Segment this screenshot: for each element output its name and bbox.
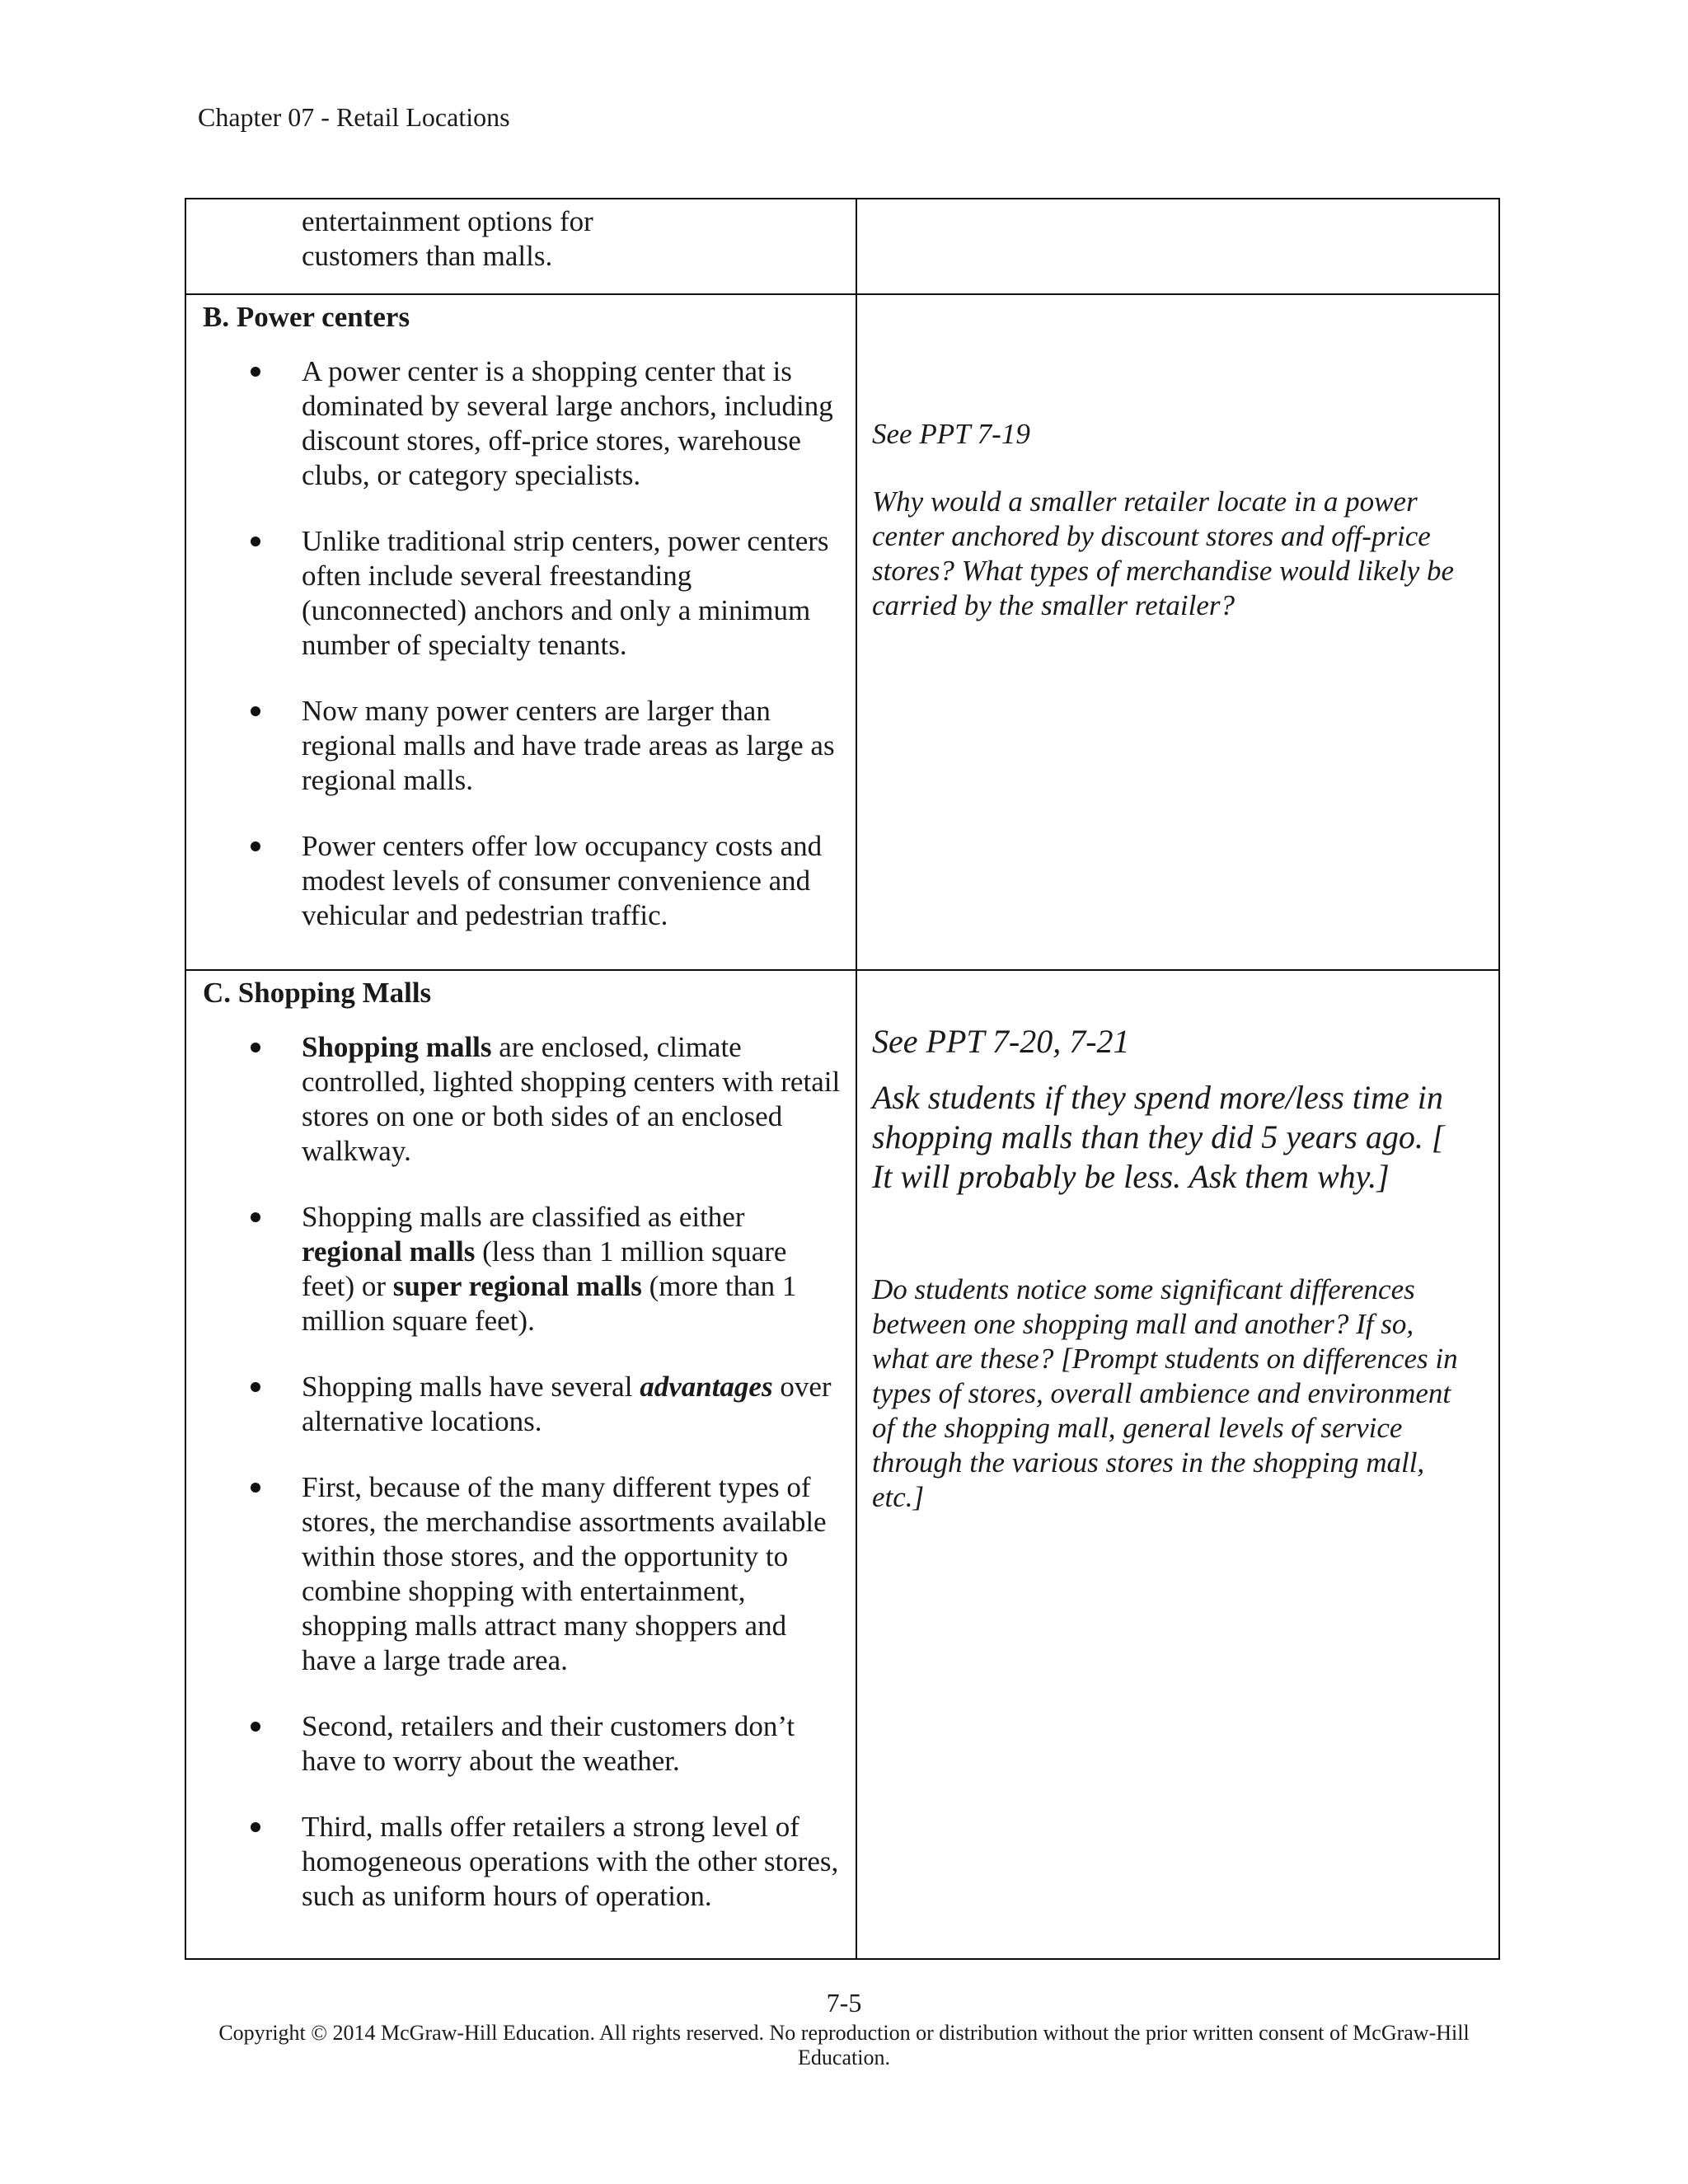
table-row-shopping-malls — [186, 969, 1498, 1958]
copyright-notice: Copyright © 2014 McGraw-Hill Education. All rights reserved. No reproduction or distribution without the prior written consent of McGraw-Hill Education. — [218, 2021, 1470, 2069]
ppt-reference: See PPT 7-19 — [872, 418, 1030, 450]
table-row-power-centers — [186, 293, 1498, 969]
shopping-malls-bullets — [186, 1030, 857, 1945]
list-item: Now many power centers are larger than regional malls and have trade areas as large as regional malls. — [186, 694, 857, 798]
bullet-icon — [251, 537, 260, 546]
teaching-notes — [872, 1022, 1465, 1197]
power-centers-bullets — [186, 354, 857, 964]
notes-cell — [857, 199, 1498, 293]
chapter-header: Chapter 07 - Retail Locations — [198, 102, 510, 132]
bullet-icon — [251, 706, 260, 716]
section-title-power-centers: B. Power centers — [203, 301, 410, 333]
list-item: Third, malls offer retailers a strong level of homogeneous operations with the other stores, such as uniform hours of operation. — [186, 1810, 857, 1914]
bullet-icon — [251, 367, 260, 377]
page-number: 7-5 — [826, 1988, 862, 2018]
continued-text: entertainment options for customers than malls. — [302, 205, 593, 272]
list-item: Shopping malls have several advantages over alternative locations. — [186, 1370, 857, 1439]
discussion-question: Why would a smaller retailer locate in a power center anchored by discount stores and off-price stores? What types of merchandise would likely be carried by the smaller retailer? — [872, 485, 1455, 621]
list-item: Shopping malls are enclosed, climate controlled, lighted shopping centers with retail stores on one or both sides of an enclosed walkway. — [186, 1030, 857, 1169]
outline-cell — [186, 971, 857, 1958]
bullet-icon — [251, 1722, 260, 1732]
table-row-continuation — [186, 199, 1498, 293]
bullet-icon — [251, 1822, 260, 1832]
bullet-icon — [251, 841, 260, 851]
bullet-icon — [251, 1382, 260, 1392]
teaching-notes — [872, 417, 1465, 623]
list-item: Unlike traditional strip centers, power centers often include several freestanding (unconnected) anchors and only a minimum number of specialty tenants. — [186, 524, 857, 663]
list-item: Power centers offer low occupancy costs and modest levels of consumer convenience and vehicular and pedestrian traffic. — [186, 829, 857, 933]
bullet-icon — [251, 1483, 260, 1493]
list-item: Second, retailers and their customers don’t have to worry about the weather. — [186, 1709, 857, 1779]
bullet-icon — [251, 1212, 260, 1222]
discussion-question: Do students notice some significant differences between one shopping mall and another? If so, what are these? [Prompt students on differences in types of stores, overall ambience and environment of the shopping mall, general levels of service through the various stores in the shopping mall, etc.] — [872, 1273, 1458, 1513]
outline-cell — [186, 295, 857, 969]
ppt-reference: See PPT 7-20, 7-21 — [872, 1023, 1130, 1060]
discussion-prompt: Ask students if they spend more/less time in shopping malls than they did 5 years ago. [ It will probably be less. Ask them why.] — [872, 1079, 1445, 1195]
notes-cell — [857, 971, 1498, 1958]
lecture-notes-table — [185, 198, 1500, 1960]
list-item: First, because of the many different types of stores, the merchandise assortments available within those stores, and the opportunity to combine shopping with entertainment, shopping malls attract many shoppers and have a large trade area. — [186, 1470, 857, 1678]
outline-cell — [186, 199, 857, 293]
notes-cell — [857, 295, 1498, 969]
bullet-icon — [251, 1043, 260, 1052]
list-item: Shopping malls are classified as either regional malls (less than 1 million square feet) or super regional malls (more than 1 million square feet). — [186, 1200, 857, 1338]
list-item: A power center is a shopping center that is dominated by several large anchors, including discount stores, off-price stores, warehouse clubs, or category specialists. — [186, 354, 857, 493]
section-title-shopping-malls: C. Shopping Malls — [203, 977, 432, 1009]
